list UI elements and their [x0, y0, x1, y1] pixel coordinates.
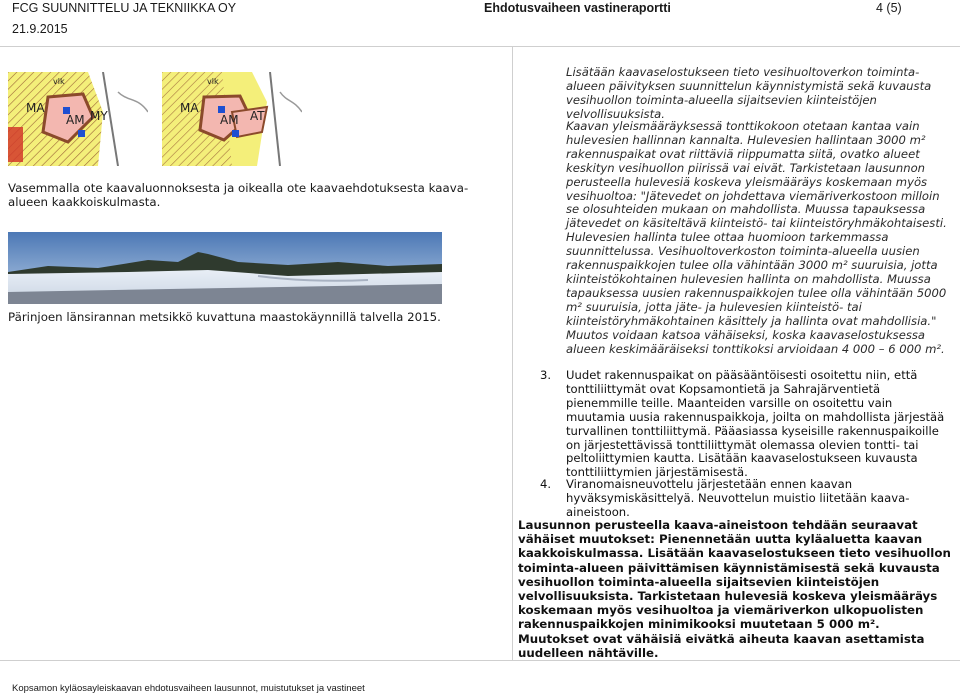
winter-landscape-photo: [8, 232, 442, 304]
document-title: Ehdotusvaiheen vastineraportti: [484, 1, 671, 15]
footer-text: Kopsamon kyläosayleiskaavan ehdotusvaiheen lausunnot, muistutukset ja vastineet: [12, 683, 365, 694]
map-label-vlk: vlk: [207, 77, 219, 86]
map-label-ma: MA: [26, 101, 45, 115]
footer-divider: [0, 660, 960, 661]
photo-caption: Pärinjoen länsirannan metsikkö kuvattuna maastokäynnillä talvella 2015.: [8, 310, 441, 324]
item-3-number: 3.: [540, 368, 552, 382]
map-draft-image: [8, 72, 148, 166]
map-label-vlk: vlk: [53, 77, 65, 86]
map-label-am: AM: [220, 113, 239, 127]
map-label-my: MY: [90, 109, 108, 123]
header-divider: [0, 46, 960, 47]
map-label-am: AM: [66, 113, 85, 127]
map-proposal-image: [162, 72, 302, 166]
item-4-text: Viranomaisneuvottelu järjestetään ennen kaavan hyväksymiskäsittelyä. Neuvottelun muistio liitetään kaava-aineistoon.: [566, 477, 910, 519]
paragraph-lot-size: Kaavan yleismääräyksessä tonttikokoon otetaan kantaa vain hulevesien hallinnan kannalta. Hulevesien hallintaan 3000 m² rakennuspaikat ovat riittäviä riippumatta siitä, ovatko alueet keskityn vesihuollon piirissä vai eivät. Tarkistetaan lausunnon perusteella hulevesiä koskeva yleismääräys koskemaan myös vesihuoltoa: "Jätevedet on johdettava viemäriverkostoon milloin se olosuhteiden mukaan on mahdollista. Muussa tapauksessa jätevedet on käsiteltävä kiinteistö- tai kiinteistöryhmäkohtaisesti. Hulevesien hallinta tulee ottaa huomioon tarkemmassa suunnittelussa. Vesihuoltoverkoston toiminta-alueella uusien rakennuspaikkojen tulee olla vähintään 3000 m² suuruisia, jotta kiinteistökohtainen hulevesien hallinta on mahdollista. Muussa tapauksessa uusien rakennuspaikkojen tulee olla vähintään 5000 m² suuruisia, jotta jäte- ja hulevesien kiinteistö- tai kiinteistöryhmäkohtainen käsittely ja hallinta ovat mahdollisia." Muutos voidaan katsoa vähäiseksi, koska kaavaselostuksessa alueen keskimääräiseksi tonttikoksi arvioidaan 4 000 – 6 000 m².: [566, 119, 947, 356]
header-date: 21.9.2015: [12, 22, 68, 36]
summary-of-changes: Lausunnon perusteella kaava-aineistoon tehdään seuraavat vähäiset muutokset: Pienennetään uutta kyläaluetta kaavan kaakkoiskulmassa. Lisätään kaavaselostukseen tieto vesihuollon toiminta-alueen päivittämisen käynnistämisestä sekä kuvausta vesihuollon toiminta-alueella sijaitsevien kiinteistöjen velvollisuuksista. Tarkistetaan hulevesiä koskeva yleismääräys koskemaan myös vesihuoltoa ja viemäriverkon ulkopuolisten rakennuspaikkojen minimikooksi muutetaan 5 000 m². Muutokset ovat vähäisiä eivätkä aiheuta kaavan asettamista uudelleen nähtäville.: [518, 518, 951, 660]
item-3-text: Uudet rakennuspaikat on pääsääntöisesti osoitettu niin, että tonttiliittymät ovat Kopsamontietä ja Sahrajärventietä pienemmille teille. Maanteiden varsille on osoitettu vain muutamia uusia rakennuspaikkoja, joilta on mahdollista järjestää turvallinen tonttiliittymä. Pääasiassa kyseisille rakennuspaikoille on järjestettävissä tonttiliittymät olemassa olevien tontti- tai peltoliittymien kautta. Lisätään kaavaselostukseen kuvausta tonttiliittymien järjestämisestä.: [566, 368, 945, 480]
item-4-number: 4.: [540, 477, 552, 491]
paragraph-water-supply: Lisätään kaavaselostukseen tieto vesihuoltoverkon toiminta-alueen päivityksen suunnittelun käynnistymistä sekä kuvausta vesihuollon toiminta-alueella sijaitsevien kiinteistöjen velvollisuuksista.: [566, 65, 932, 121]
map-caption: Vasemmalla ote kaavaluonnoksesta ja oikealla ote kaavaehdotuksesta kaava-alueen kaakkoiskulmasta.: [8, 181, 469, 209]
map-label-ma: MA: [180, 101, 199, 115]
page-number: 4 (5): [876, 1, 902, 15]
company-name: FCG SUUNNITTELU JA TEKNIIKKA OY: [12, 1, 237, 15]
map-label-at: AT: [250, 109, 265, 123]
column-divider: [512, 46, 513, 660]
